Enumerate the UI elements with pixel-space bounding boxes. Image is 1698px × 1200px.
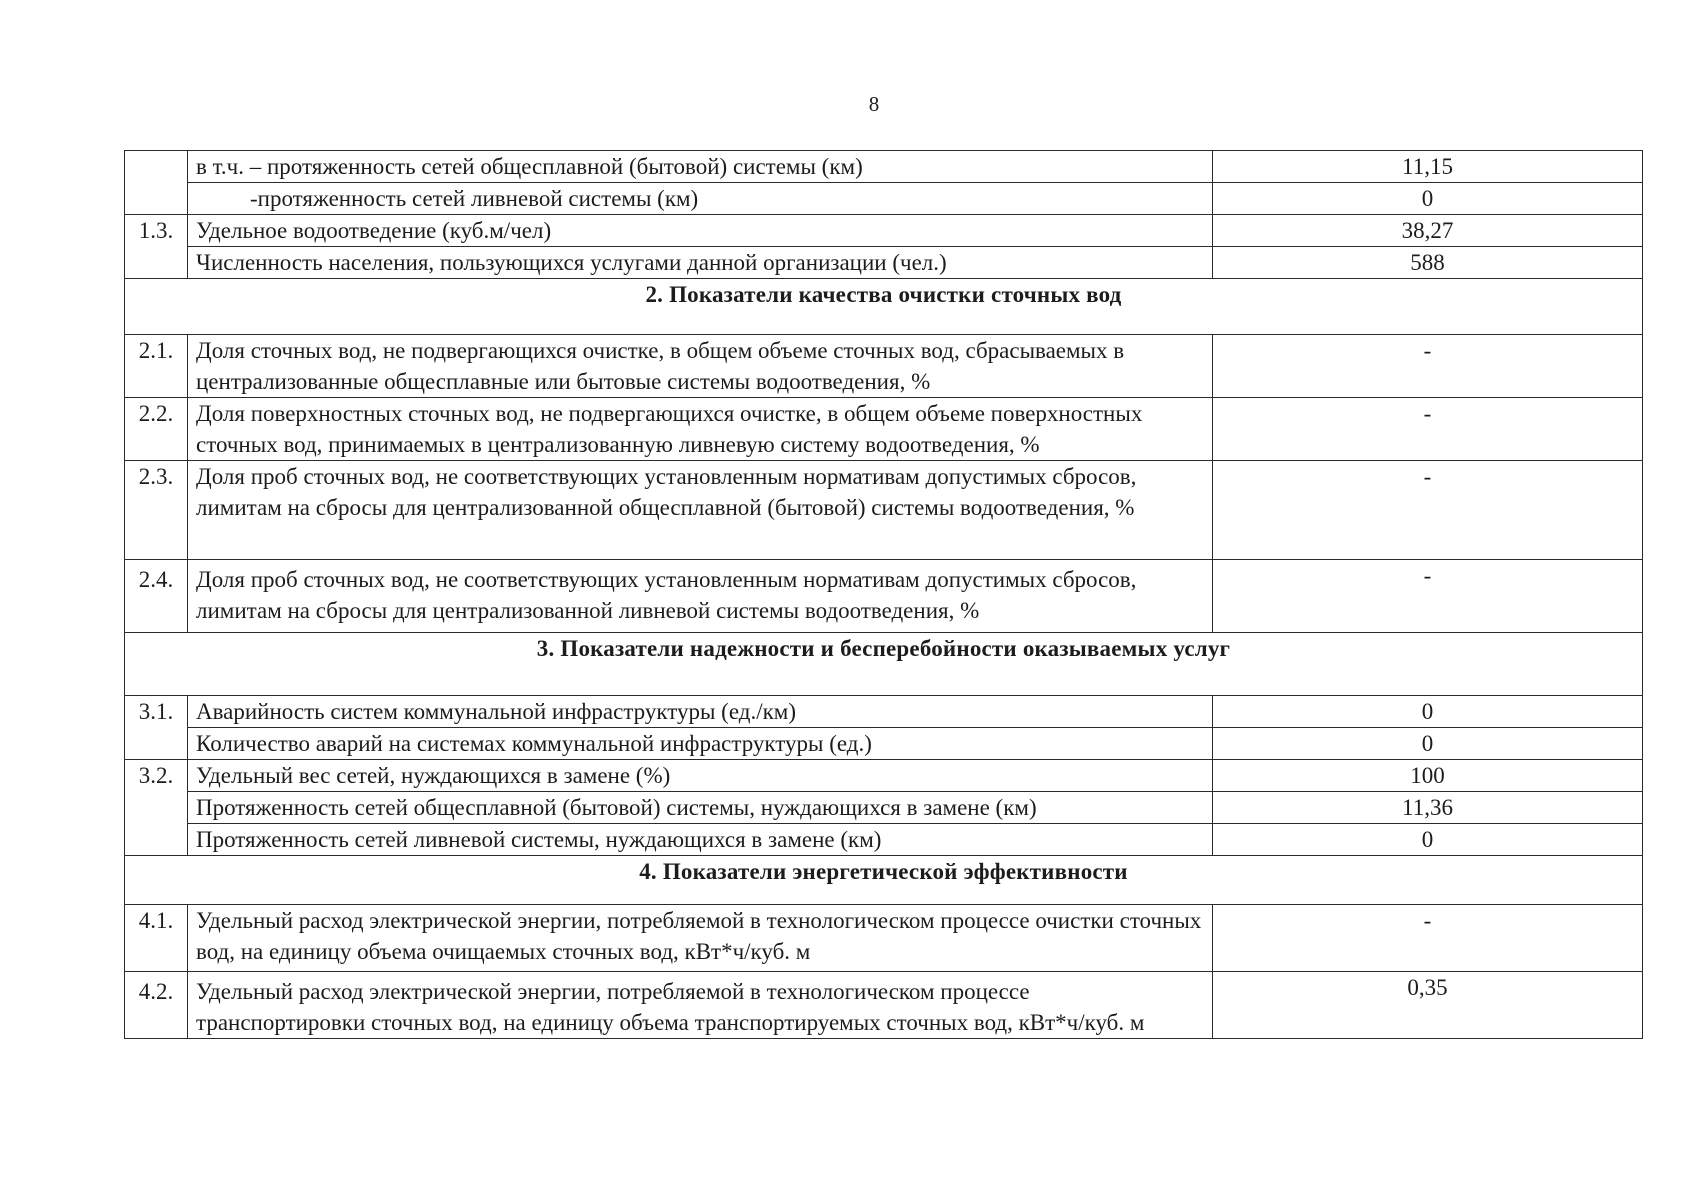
indicators-table <box>124 150 1643 1039</box>
row-number: 4.1. <box>125 905 188 972</box>
row-number: 4.2. <box>125 972 188 1039</box>
table-row <box>125 696 1643 728</box>
row-value: 38,27 <box>1213 215 1643 247</box>
table-row <box>125 215 1643 247</box>
row-value: 11,15 <box>1213 151 1643 183</box>
row-label: в т.ч. – протяженность сетей общесплавной (бытовой) системы (км) <box>188 151 1213 183</box>
row-label: Численность населения, пользующихся услугами данной организации (чел.) <box>188 247 1213 279</box>
row-label: Доля поверхностных сточных вод, не подвергающихся очистке, в общем объеме поверхностных сточных вод, принимаемых в централизованную ливневую систему водоотведения, % <box>188 398 1213 461</box>
table-row <box>125 183 1643 215</box>
row-number: 2.1. <box>125 335 188 398</box>
row-value: 0,35 <box>1213 972 1643 1039</box>
table-row <box>125 824 1643 856</box>
row-label: Удельный расход электрической энергии, потребляемой в технологическом процессе очистки сточных вод, на единицу объема очищаемых сточных вод, кВт*ч/куб. м <box>188 905 1213 972</box>
row-value: - <box>1213 398 1643 461</box>
table-row <box>125 972 1643 1039</box>
row-label: Протяженность сетей общесплавной (бытовой) системы, нуждающихся в замене (км) <box>188 792 1213 824</box>
section-title: 2. Показатели качества очистки сточных вод <box>125 279 1643 335</box>
table-row <box>125 461 1643 560</box>
row-value: - <box>1213 560 1643 633</box>
row-label: Доля проб сточных вод, не соответствующих установленным нормативам допустимых сбросов, лимитам на сбросы для централизованной ливневой системы водоотведения, % <box>188 560 1213 633</box>
row-number: 3.1. <box>125 696 188 760</box>
row-value: - <box>1213 335 1643 398</box>
section-title: 4. Показатели энергетической эффективности <box>125 856 1643 905</box>
row-label: Удельное водоотведение (куб.м/чел) <box>188 215 1213 247</box>
row-label: Удельный расход электрической энергии, потребляемой в технологическом процессе транспортировки сточных вод, на единицу объема транспортируемых сточных вод, кВт*ч/куб. м <box>188 972 1213 1039</box>
section-header-row <box>125 633 1643 696</box>
section-header-row <box>125 856 1643 905</box>
table-row <box>125 335 1643 398</box>
row-label: Протяженность сетей ливневой системы, нуждающихся в замене (км) <box>188 824 1213 856</box>
row-number: 2.4. <box>125 560 188 633</box>
row-value: - <box>1213 905 1643 972</box>
row-label: Количество аварий на системах коммунальной инфраструктуры (ед.) <box>188 728 1213 760</box>
table-row <box>125 760 1643 792</box>
table-row <box>125 151 1643 183</box>
section-header-row <box>125 279 1643 335</box>
row-value: 588 <box>1213 247 1643 279</box>
page-number: 8 <box>868 92 880 116</box>
row-label: Доля проб сточных вод, не соответствующих установленным нормативам допустимых сбросов, лимитам на сбросы для централизованной общесплавной (бытовой) системы водоотведения, % <box>188 461 1213 560</box>
row-value: 0 <box>1213 824 1643 856</box>
row-value: 0 <box>1213 183 1643 215</box>
row-label: -протяженность сетей ливневой системы (км) <box>188 183 1213 215</box>
row-value: - <box>1213 461 1643 560</box>
row-number: 1.3. <box>125 215 188 279</box>
row-number: 2.3. <box>125 461 188 560</box>
row-value: 0 <box>1213 728 1643 760</box>
row-label: Удельный вес сетей, нуждающихся в замене (%) <box>188 760 1213 792</box>
row-value: 0 <box>1213 696 1643 728</box>
row-value: 100 <box>1213 760 1643 792</box>
row-label: Доля сточных вод, не подвергающихся очистке, в общем объеме сточных вод, сбрасываемых в централизованные общесплавные или бытовые системы водоотведения, % <box>188 335 1213 398</box>
table-row <box>125 398 1643 461</box>
row-number-cell <box>125 151 188 215</box>
table-row <box>125 728 1643 760</box>
table-row <box>125 792 1643 824</box>
table-row <box>125 905 1643 972</box>
row-value: 11,36 <box>1213 792 1643 824</box>
table-row <box>125 247 1643 279</box>
row-label: Аварийность систем коммунальной инфраструктуры (ед./км) <box>188 696 1213 728</box>
section-title: 3. Показатели надежности и бесперебойности оказываемых услуг <box>125 633 1643 696</box>
row-number: 2.2. <box>125 398 188 461</box>
row-number: 3.2. <box>125 760 188 856</box>
table-row <box>125 560 1643 633</box>
